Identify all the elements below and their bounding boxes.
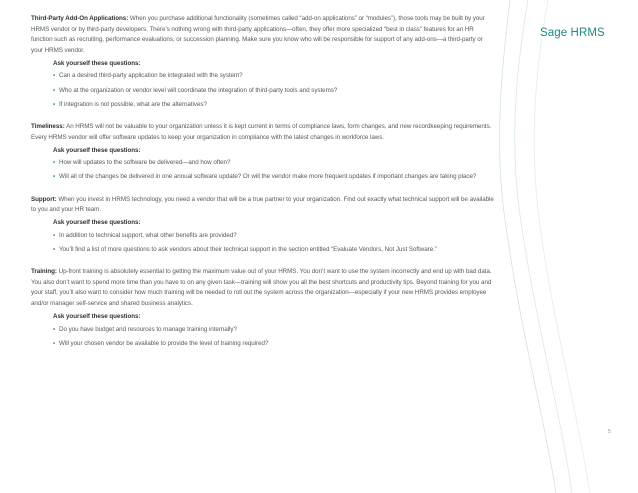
section-body: When you invest in HRMS technology, you need a vendor that will be a true partner to your organization. Find out exactly what technical support will be available to you and your HR team. xyxy=(31,195,494,214)
question-text: How will updates to the software be delivered—and how often? xyxy=(59,159,231,167)
question-item xyxy=(53,339,495,350)
question-text: Can a desired third-party application be integrated with the system? xyxy=(59,72,243,80)
section-paragraph xyxy=(31,122,495,143)
section-body: Up-front training is absolutely essential to getting the maximum value out of your HRMS. You don’t want to use the system incorrectly and end up with bad data. You also don’t want to spend more time than you have to on any given task—training will show you all the best shortcuts and productivity tips. Beyond training for you and your staff, you’ll also want to consider how much training will be needed to roll out the system across the organization—especially if your new HRMS provides employee and/or manager self-service and shared business analytics. xyxy=(31,268,492,307)
section-body: When you purchase additional functionality (sometimes called “add-on applications” or “modules”), those tools may be built by your HRMS vendor or by third-party developers. There’s nothing wrong with third-party applications—often, they offer more specialized “best in class” features for an HR function such as recruiting, performance evaluations, or succession planning. Make sure you know who will be responsible for support of any add-ons—a third-party or your HRMS vendor. xyxy=(31,15,485,54)
question-item xyxy=(53,231,495,242)
section-training xyxy=(31,267,495,349)
page-number: 5 xyxy=(608,429,611,435)
question-text: You’ll find a list of more questions to ask vendors about their technical support in the section entitled “Evaluate Vendors, Not Just Software.” xyxy=(59,245,437,253)
section-paragraph xyxy=(31,267,495,309)
section-body: An HRMS will not be valuable to your organization unless it is kept current in terms of compliance laws, form changes, and new recordkeeping requirements. Every HRMS vendor will offer software updates to keep your organization in compliance with the latest changes in workforce laws. xyxy=(31,122,492,141)
question-list xyxy=(31,325,495,350)
bullet-icon: • xyxy=(53,159,56,167)
question-text: In addition to technical support, what other benefits are provided? xyxy=(59,231,237,239)
question-item xyxy=(53,71,495,82)
bullet-icon: • xyxy=(53,100,56,108)
question-item xyxy=(53,158,495,169)
question-text: Do you have budget and resources to manage training internally? xyxy=(59,325,237,333)
ask-heading: Ask yourself these questions: xyxy=(53,312,141,320)
section-title: Training: xyxy=(31,268,57,276)
question-list xyxy=(31,231,495,256)
question-text: Who at the organization or vendor level will coordinate the integration of third-party tools and systems? xyxy=(59,86,338,94)
question-text: Will all of the changes be delivered in one annual software update? Or will the vendor make more frequent updates if important changes are taking place? xyxy=(59,173,477,181)
ask-heading: Ask yourself these questions: xyxy=(53,146,141,154)
ask-heading: Ask yourself these questions: xyxy=(53,219,141,227)
question-item xyxy=(53,86,495,97)
bullet-icon: • xyxy=(53,173,56,181)
section-title: Third-Party Add-On Applications: xyxy=(31,15,129,22)
bullet-icon: • xyxy=(53,339,56,347)
section-timeliness xyxy=(31,122,495,183)
section-third-party xyxy=(31,14,495,110)
bullet-icon: • xyxy=(53,72,56,80)
bullet-icon: • xyxy=(53,245,56,253)
bullet-icon: • xyxy=(53,231,56,239)
question-item xyxy=(53,325,495,336)
question-list xyxy=(31,158,495,183)
brand-logo-text: Sage HRMS xyxy=(540,27,605,39)
section-title: Support: xyxy=(31,195,57,203)
question-item xyxy=(53,100,495,111)
question-text: Will your chosen vendor be available to provide the level of training required? xyxy=(59,339,269,347)
section-support xyxy=(31,195,495,256)
question-text: If integration is not possible, what are the alternatives? xyxy=(59,100,207,108)
question-item xyxy=(53,245,495,256)
section-paragraph xyxy=(31,14,495,56)
bullet-icon: • xyxy=(53,325,56,333)
document-body xyxy=(31,14,495,353)
section-title: Timeliness: xyxy=(31,122,65,130)
question-item xyxy=(53,172,495,183)
bullet-icon: • xyxy=(53,86,56,94)
question-list xyxy=(31,71,495,110)
section-paragraph xyxy=(31,195,495,216)
ask-heading: Ask yourself these questions: xyxy=(53,59,141,67)
